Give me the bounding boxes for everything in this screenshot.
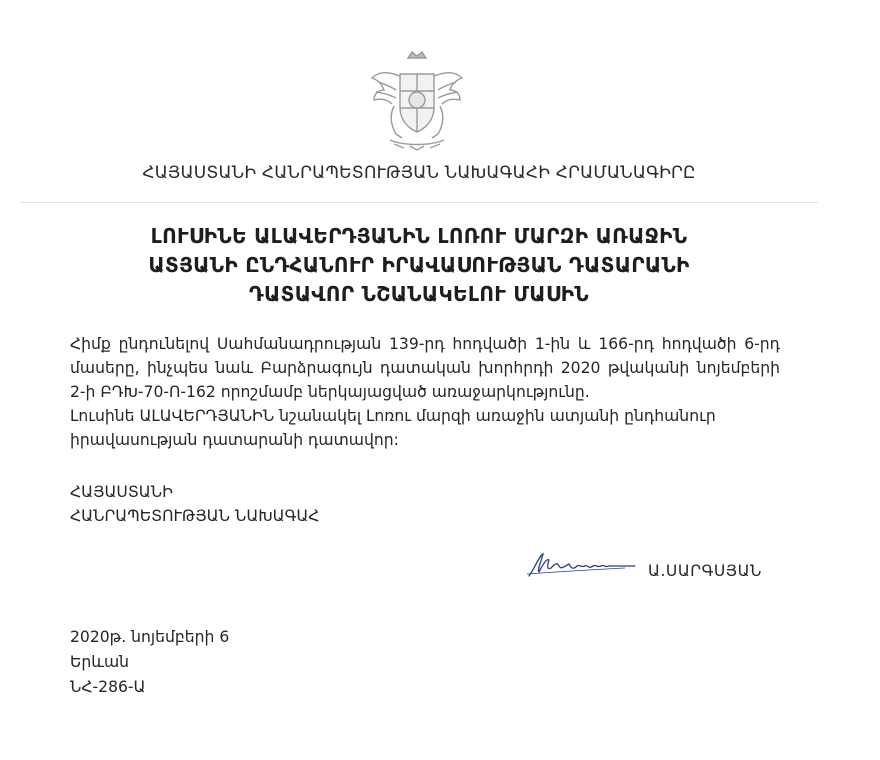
heading-line: ԴԱՏԱՎՈՐ ՆՇԱՆԱԿԵԼՈՒ ՄԱՍԻՆ [249,282,589,306]
document-city: Երևան [70,653,130,671]
coat-of-arms-emblem [364,48,470,154]
signer-name: Ա.ՍԱՐԳՍՅԱՆ [648,562,762,580]
document-number: ՆՀ-286-Ա [70,678,146,696]
document-heading [0,222,838,309]
signer-title [70,480,319,528]
handwritten-signature [525,548,637,582]
decree-body [70,332,780,452]
coat-of-arms-icon [364,48,470,154]
divider [20,202,818,203]
heading-line: ԱՏՅԱՆԻ ԸՆԴՀԱՆՈՒՐ ԻՐԱՎԱՍՈՒԹՅԱՆ ԴԱՏԱՐԱՆԻ [148,253,690,277]
signer-title-line: ՀԱՅԱՍՏԱՆԻ [70,483,173,501]
decree-title: ՀԱՅԱՍՏԱՆԻ ՀԱՆՐԱՊԵՏՈՒԹՅԱՆ ՆԱԽԱԳԱՀԻ ՀՐԱՄԱՆԱԳԻՐԸ [142,163,696,183]
signer-title-line: ՀԱՆՐԱՊԵՏՈՒԹՅԱՆ ՆԱԽԱԳԱՀ [70,507,320,525]
document-footer [70,625,229,700]
signature-icon [525,548,637,582]
body-paragraph: Հիմք ընդունելով Սահմանադրության 139-րդ հոդվածի 1-ին և 166-րդ հոդվածի 6-րդ մասերը, ինչպես նաև Բարձրագույն դատական խորհրդի 2020 թվականի նոյեմբերի 2-ի ԲԴԽ-70-Ո-162 որոշմամբ ներկայացված առաջարկությունը. [70,335,780,401]
document-date: 2020թ. նոյեմբերի 6 [70,628,230,646]
body-paragraph: Լուսինե ԱԼԱՎԵՐԴՅԱՆԻՆ նշանակել Լոռու մարզի առաջին ատյանի ընդհանուր իրավասության դատարանի դատավոր: [70,407,716,449]
heading-line: ԼՈՒՍԻՆԵ ԱԼԱՎԵՐԴՅԱՆԻՆ ԼՈՌՈՒ ՄԱՐԶԻ ԱՌԱՋԻՆ [150,224,688,248]
